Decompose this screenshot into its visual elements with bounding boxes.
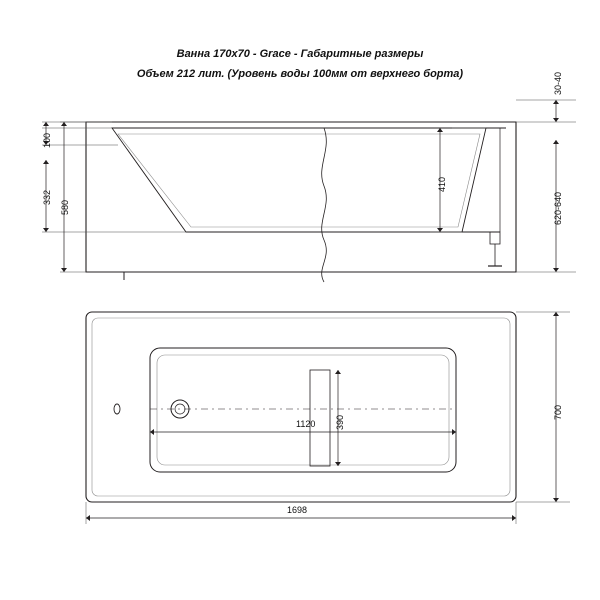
dim-inner-width: 390 xyxy=(335,414,345,430)
dim-bowl-depth: 410 xyxy=(437,176,447,192)
drawing-title-line1: Ванна 170х70 - Grace - Габаритные размеры xyxy=(176,48,424,60)
dim-total-height-low: 580 xyxy=(60,199,70,215)
dim-inner-depth: 332 xyxy=(42,189,52,205)
dim-overall-length: 1698 xyxy=(287,505,308,515)
dim-total-height-adjustable: 620-640 xyxy=(553,191,563,225)
dim-top-rim-thickness: 30-40 xyxy=(553,71,563,95)
drawing-title-line2: Объем 212 лит. (Уровень воды 100мм от верхнего борта) xyxy=(136,68,464,80)
dim-water-level-from-rim: 100 xyxy=(42,132,52,148)
dim-inner-length: 1120 xyxy=(296,419,316,429)
dim-overall-width: 700 xyxy=(553,404,563,420)
